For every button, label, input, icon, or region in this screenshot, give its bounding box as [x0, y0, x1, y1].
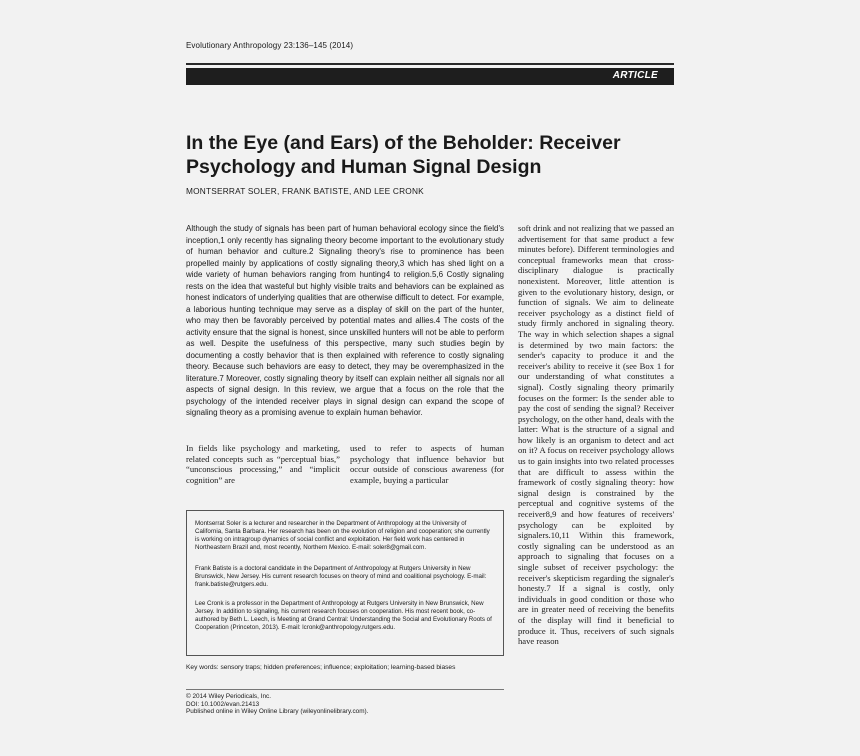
author-list: MONTSERRAT SOLER, FRANK BATISTE, AND LEE CRONK [186, 186, 424, 196]
body-column-right: soft drink and not realizing that we passed an advertisement for that same product a few minutes before). Different terminologies and conceptual frameworks mean that cross-disciplinary dialogue is practically nonexistent. Moreover, little attention is given to the evolutionary history, design, or function of signals. We aim to delineate receiver psychology as a distinct field of study firmly anchored in signaling theory. The way in which selection shapes a signal is determined by two main factors: the sender's capacity to produce it and the receiver's ability to receive it (see Box 1 for our understanding of what constitutes a signal). Costly signaling theory primarily focuses on the former: Is the sender able to pay the cost of sending the signal? Receiver psychology, on the other hand, deals with the latter: What is the structure of a signal and how likely is an organism to detect and act on it? A focus on receiver psychology allows us to gain insights into two related processes that are difficult to assess within the framework of costly signaling theory: how signal design is constrained by the perceptual and cognitive systems of the receiver8,9 and how features of receivers' psychology can be exploited by signalers.10,11 Within this framework, costly signaling can be understood as an approach to signaling that focuses on a single subset of receiver psychology: the receiver's skepticism regarding the signaler's honesty.7 If a signal is costly, only individuals in good condition or those who are in greater need of receiving the benefits of the display will find it beneficial to produce it. Thus, receivers of such signals have reason [518, 223, 674, 647]
copyright-block [186, 693, 368, 716]
article-label: ARTICLE [612, 70, 658, 81]
footer-rule [186, 689, 504, 690]
article-title: In the Eye (and Ears) of the Beholder: Receiver Psychology and Human Signal Design [186, 132, 621, 178]
keywords: Key words: sensory traps; hidden preferences; influence; exploitation; learning-based biases [186, 664, 456, 671]
abstract: Although the study of signals has been part of human behavioral ecology since the field's inception,1 only recently has signaling theory become important to the evolutionary study of human behavior and culture.2 Signaling theory's rise to prominence has been propelled mainly by applications of costly signaling theory,3 which has shed light on a wide variety of human behaviors ranging from hunting4 to religion.5,6 Costly signaling rests on the idea that wasteful but highly visible traits and behaviors can be explained as honest indicators of underlying qualities that are otherwise difficult to detect. For example, a laborious hunting technique may serve as a display of skill on the part of the hunter, who may then be favorably perceived by potential mates and allies.4 The costs of the activity ensure that the signal is honest, since unskilled hunters will not be able to perform as well. Despite the usefulness of this perspective, many such studies begin by documenting a costly behavior that is then explained with reference to costly signaling theory. Because such behaviors are easy to detect, they may be overemphasized in the literature.7 Moreover, costly signaling theory by itself can explain neither all signals nor all aspects of signal design. In this review, we argue that a focus on the role that the psychology of the intended receiver plays in signal design can expand the scope of signaling theory as a promising avenue to explain human behavior. [186, 224, 504, 417]
published-line: Published online in Wiley Online Library (wileyonlinelibrary.com). [186, 708, 369, 716]
bio-cronk: Lee Cronk is a professor in the Department of Anthropology at Rutgers University in New Brunswick, New Jersey. In addition to signaling, his current research focuses on cooperation. His most recent book, co-authored by Beth L. Leech, is Meeting at Grand Central: Understanding the Social and Evolutionary Roots of Cooperation (Princeton, 2013). E-mail: lcronk@anthropology.rutgers.edu. [195, 600, 492, 631]
article-banner [186, 68, 674, 85]
copyright-line: © 2014 Wiley Periodicals, Inc. [186, 693, 271, 700]
author-bio-box [186, 510, 504, 656]
bio-batiste: Frank Batiste is a doctoral candidate in the Department of Anthropology at Rutgers University in New Brunswick, New Jersey. His current research focuses on theory of mind and coalitional psychology. E-mail: frank.batiste@rutgers.edu. [195, 565, 487, 588]
header-rule [186, 63, 674, 65]
body-column-left: In fields like psychology and marketing, related concepts such as “perceptual bias,” “unconscious processing,” and “implicit cognition” are [186, 443, 340, 485]
doi-line: DOI: 10.1002/evan.21413 [186, 700, 260, 708]
journal-citation: Evolutionary Anthropology 23:136–145 (2014) [186, 41, 354, 50]
body-column-middle: used to refer to aspects of human psychology that influence behavior but occur outside of conscious awareness (for example, buying a particular [350, 443, 504, 485]
bio-soler: Montserrat Soler is a lecturer and researcher in the Department of Anthropology at the University of California, Santa Barbara. Her research has been on the evolution of religion and cooperation; she currently is working on intragroup dynamics of social conflict and exploitation. Her field work has centered in Northeastern Brazil and, most recently, Northern Mexico. E-mail: soler8@gmail.com. [195, 520, 490, 551]
